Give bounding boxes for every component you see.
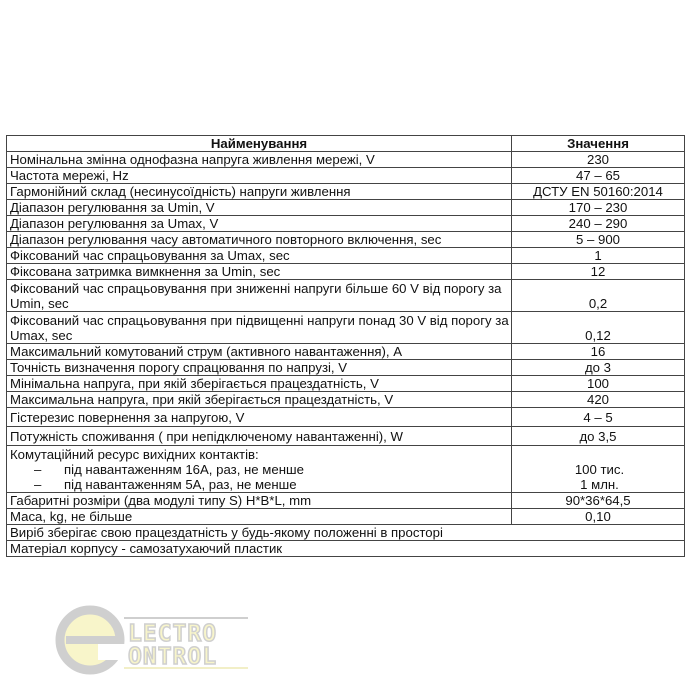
param-name: Діапазон регулювання за Umax, V <box>7 216 512 232</box>
table-row <box>7 264 685 280</box>
note: Матеріал корпусу - самозатухаючий пластик <box>7 541 685 557</box>
table-row <box>7 493 685 509</box>
table-row <box>7 280 685 312</box>
param-value: 16 <box>512 344 685 360</box>
table-row <box>7 509 685 525</box>
param-name: Потужність споживання ( при непідключеному навантаженні), W <box>7 427 512 446</box>
param-name: Фіксований час спрацьовування при підвищенні напруги понад 30 V від порогу за Umax, sec <box>7 312 512 344</box>
table-row <box>7 184 685 200</box>
param-name: Габаритні розміри (два модулі типу S) H*B*L, mm <box>7 493 512 509</box>
param-value: 90*36*64,5 <box>512 493 685 509</box>
table-row <box>7 427 685 446</box>
param-name: Діапазон регулювання за Umin, V <box>7 200 512 216</box>
param-value: 12 <box>512 264 685 280</box>
table-row <box>7 408 685 427</box>
header-name: Найменування <box>7 136 512 152</box>
switching-item <box>10 477 511 492</box>
param-name: Гістерезис повернення за напругою, V <box>7 408 512 427</box>
switching-value: 1 млн. <box>580 477 619 492</box>
param-name: Фіксований час спрацьовування при зниженні напруги більше 60 V від порогу за Umin, sec <box>7 280 512 312</box>
table-row <box>7 392 685 408</box>
note: Виріб зберігає свою працездатність у будь-якому положенні в просторі <box>7 525 685 541</box>
param-value: ДСТУ EN 50160:2014 <box>512 184 685 200</box>
param-value: 47 – 65 <box>512 168 685 184</box>
param-value: 420 <box>512 392 685 408</box>
param-name: Частота мережі, Hz <box>7 168 512 184</box>
param-name: Максимальний комутований струм (активного навантаження), A <box>7 344 512 360</box>
table-row <box>7 312 685 344</box>
param-value: 1 <box>512 248 685 264</box>
param-value: 170 – 230 <box>512 200 685 216</box>
param-name: Гармонійний склад (несинусоїдність) напруги живлення <box>7 184 512 200</box>
param-name: Максимальна напруга, при якій зберігається працездатність, V <box>7 392 512 408</box>
note-row <box>7 541 685 557</box>
param-name: Мінімальна напруга, при якій зберігається працездатність, V <box>7 376 512 392</box>
param-value: 0,12 <box>512 312 685 344</box>
param-value: до 3 <box>512 360 685 376</box>
table-row <box>7 200 685 216</box>
param-value <box>512 446 685 493</box>
table-row <box>7 216 685 232</box>
logo-e-icon <box>60 610 126 670</box>
table-row <box>7 232 685 248</box>
param-value: 100 <box>512 376 685 392</box>
param-value: до 3,5 <box>512 427 685 446</box>
switching-item <box>10 462 511 477</box>
header-value: Значення <box>512 136 685 152</box>
param-name <box>7 446 512 493</box>
param-name: Маса, kg, не більше <box>7 509 512 525</box>
param-name: Точність визначення порогу спрацювання по напрузі, V <box>7 360 512 376</box>
table-row <box>7 344 685 360</box>
switching-title: Комутаційний ресурс вихідних контактів: <box>10 447 259 462</box>
param-value: 0,10 <box>512 509 685 525</box>
table-row <box>7 360 685 376</box>
table-row <box>7 152 685 168</box>
table-row <box>7 376 685 392</box>
table-row <box>7 168 685 184</box>
param-value: 240 – 290 <box>512 216 685 232</box>
switching-value: 100 тис. <box>574 462 625 477</box>
param-value: 230 <box>512 152 685 168</box>
note-row <box>7 525 685 541</box>
param-name: Номінальна змінна однофазна напруга живлення мережі, V <box>7 152 512 168</box>
param-value: 5 – 900 <box>512 232 685 248</box>
dash-bullet: – <box>34 477 42 492</box>
param-name: Діапазон регулювання часу автоматичного повторного включення, sec <box>7 232 512 248</box>
spec-table <box>6 135 685 557</box>
switching-item-label: під навантаженням 5А, раз, не менше <box>64 477 297 492</box>
header-row <box>7 136 685 152</box>
logo-top-word: LECTRO <box>128 621 218 647</box>
switching-item-label: під навантаженням 16А, раз, не менше <box>64 462 304 477</box>
param-value: 4 – 5 <box>512 408 685 427</box>
param-name: Фіксований час спрацьовування за Umax, sec <box>7 248 512 264</box>
electrocontrol-logo <box>52 598 252 678</box>
switching-resource-row <box>7 446 685 493</box>
param-name: Фіксована затримка вимкнення за Umin, sec <box>7 264 512 280</box>
logo-bottom-word: ONTROL <box>128 644 218 670</box>
table-row <box>7 248 685 264</box>
dash-bullet: – <box>34 462 42 477</box>
param-value: 0,2 <box>512 280 685 312</box>
